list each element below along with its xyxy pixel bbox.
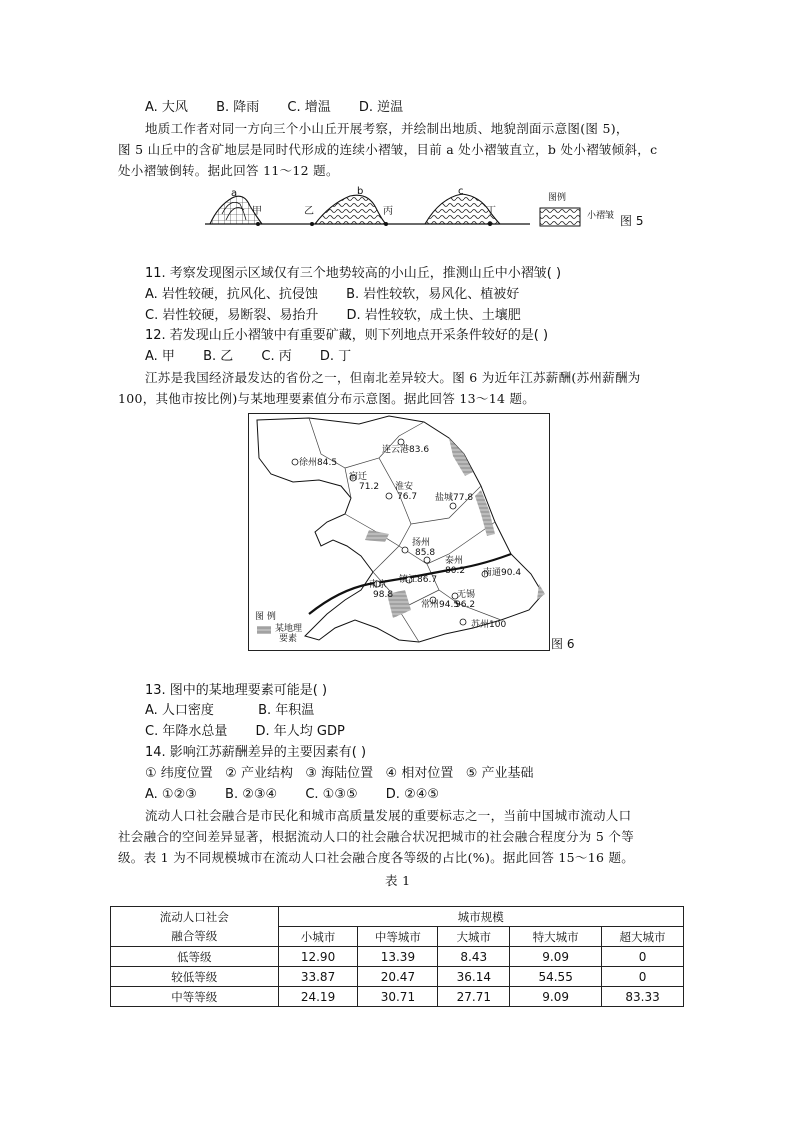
q13-options-row-2 bbox=[145, 722, 369, 742]
city-value-taizhou: 80.2 bbox=[445, 566, 466, 576]
table-header-row-1 bbox=[111, 907, 684, 927]
table-cell: 9.09 bbox=[510, 947, 602, 967]
place-label-jia: 甲 bbox=[252, 206, 262, 217]
q11-option-d: D. 岩性较软，成土快、土壤肥 bbox=[346, 308, 521, 323]
q12-stem: 12. 若发现山丘小褶皱中有重要矿藏，则下列地点开采条件较好的是( ) bbox=[145, 328, 549, 343]
city-label-nantong: 南通90.4 bbox=[483, 568, 522, 578]
city-label-wuxi: 无锡 bbox=[457, 590, 476, 600]
table-cell: 83.33 bbox=[602, 987, 684, 1007]
intro-15-16-line-3: 级。表 1 为不同规模城市在流动人口社会融合度各等级的占比(%)。据此回答 15～16 题。 bbox=[118, 850, 635, 865]
city-point-suzhou bbox=[460, 619, 466, 625]
city-label-xuzhou: 徐州84.5 bbox=[299, 458, 338, 468]
fig6-legend-item-1: 某地理 bbox=[275, 624, 303, 634]
q14-option-d: D. ②④⑤ bbox=[385, 787, 440, 802]
q14-option-a: A. ①②③ bbox=[145, 787, 197, 802]
q12-option-a: A. 甲 bbox=[145, 349, 175, 364]
q12-option-b: B. 乙 bbox=[203, 349, 234, 364]
table-row-label: 较低等级 bbox=[111, 967, 279, 987]
table-group-header: 城市规模 bbox=[278, 907, 683, 927]
table-cell: 30.71 bbox=[358, 987, 438, 1007]
city-value-wuxi: 96.2 bbox=[455, 600, 476, 610]
intro-11-12-line-2: 图 5 山丘中的含矿地层是同时代形成的连续小褶皱，目前 a 处小褶皱直立，b 处小褶皱倾斜，c bbox=[118, 142, 658, 157]
table-col-header: 中等城市 bbox=[358, 927, 438, 947]
table-cell: 24.19 bbox=[278, 987, 358, 1007]
table-cell: 33.87 bbox=[278, 967, 358, 987]
city-label-taizhou: 泰州 bbox=[445, 556, 464, 566]
q12-option-c: C. 丙 bbox=[261, 349, 292, 364]
table-row-label: 低等级 bbox=[111, 947, 279, 967]
fig6-legend-item-2: 要素 bbox=[279, 634, 298, 644]
q14-options bbox=[145, 785, 463, 805]
q13-option-b: B. 年积温 bbox=[258, 703, 315, 718]
hill-b bbox=[315, 195, 386, 224]
point-yi bbox=[310, 222, 314, 226]
table-col-header: 大城市 bbox=[438, 927, 510, 947]
intro-11-12-line-1: 地质工作者对同一方向三个小山丘开展考察，并绘制出地质、地貌剖面示意图(图 5)， bbox=[145, 121, 629, 136]
fig6-legend-swatch bbox=[257, 626, 271, 634]
table-1 bbox=[110, 906, 684, 1007]
table-col-header: 超大城市 bbox=[602, 927, 684, 947]
q11-option-a: A. 岩性较硬，抗风化、抗侵蚀 bbox=[145, 287, 318, 302]
intro-15-16-line-2: 社会融合的空间差异显著，根据流动人口的社会融合状况把城市的社会融合程度分为 5 个等 bbox=[118, 829, 635, 844]
q13-option-a: A. 人口密度 bbox=[145, 703, 214, 718]
table-cell: 36.14 bbox=[438, 967, 510, 987]
point-bing bbox=[384, 222, 388, 226]
fig6-caption: 图 6 bbox=[551, 637, 575, 651]
table-corner-line-1: 流动人口社会 bbox=[111, 907, 279, 927]
intro-13-14-line-2: 100，其他市按比例)与某地理要素值分布示意图。据此回答 13～14 题。 bbox=[118, 391, 536, 406]
table-row bbox=[111, 947, 684, 967]
table-cell: 54.55 bbox=[510, 967, 602, 987]
q11-options-row-2 bbox=[145, 306, 545, 326]
intro-11-12-line-3: 处小褶皱倒转。据此回答 11～12 题。 bbox=[118, 163, 339, 178]
table-row bbox=[111, 987, 684, 1007]
q13-option-c: C. 年降水总量 bbox=[145, 724, 228, 739]
city-label-yancheng: 盐城77.8 bbox=[435, 493, 474, 503]
q10-option-c: C. 增温 bbox=[287, 100, 331, 115]
peak-label-c: c bbox=[458, 186, 464, 197]
fig5-caption: 图 5 bbox=[620, 214, 644, 228]
table-cell: 0 bbox=[602, 967, 684, 987]
q10-options bbox=[145, 98, 427, 118]
intro-13-14-line-1: 江苏是我国经济最发达的省份之一，但南北差异较大。图 6 为近年江苏薪酬(苏州薪酬为 bbox=[145, 370, 641, 385]
q11-option-c: C. 岩性较硬，易断裂、易抬升 bbox=[145, 308, 319, 323]
city-value-suqian: 71.2 bbox=[359, 482, 380, 492]
peak-label-a: a bbox=[231, 188, 238, 199]
table-cell: 20.47 bbox=[358, 967, 438, 987]
city-label-suqian: 宿迁 bbox=[349, 472, 368, 482]
table-row-label: 中等等级 bbox=[111, 987, 279, 1007]
city-point-yancheng bbox=[450, 503, 456, 509]
table-cell: 0 bbox=[602, 947, 684, 967]
q13-stem: 13. 图中的某地理要素可能是( ) bbox=[145, 683, 328, 698]
place-label-ding: 丁 bbox=[486, 206, 496, 217]
city-point-yangzhou bbox=[402, 547, 408, 553]
city-label-nanjing: 南京 bbox=[369, 580, 388, 590]
table-col-header: 特大城市 bbox=[510, 927, 602, 947]
city-label-yangzhou: 扬州 bbox=[412, 538, 431, 548]
q11-stem: 11. 考察发现图示区域仅有三个地势较高的小山丘，推测山丘中小褶皱( ) bbox=[145, 266, 562, 281]
city-label-zhenjiang: 镇江86.7 bbox=[399, 575, 438, 585]
fig5-legend-title: 图例 bbox=[548, 193, 567, 203]
q10-option-d: D. 逆温 bbox=[358, 100, 404, 115]
city-label-huaian: 淮安 bbox=[395, 482, 414, 492]
city-value-yangzhou: 85.8 bbox=[415, 548, 436, 558]
city-point-huaian bbox=[386, 493, 392, 499]
q13-option-d: D. 年人均 GDP bbox=[255, 724, 345, 739]
city-value-huaian: 76.7 bbox=[397, 492, 418, 502]
place-label-yi: 乙 bbox=[304, 206, 314, 217]
city-label-changzhou: 常州94.5 bbox=[421, 600, 460, 610]
table-header-row-2 bbox=[111, 927, 684, 947]
q14-stem: 14. 影响江苏薪酬差异的主要因素有( ) bbox=[145, 745, 367, 760]
table-cell: 9.09 bbox=[510, 987, 602, 1007]
city-label-suzhou: 苏州100 bbox=[471, 620, 507, 630]
table-cell: 27.71 bbox=[438, 987, 510, 1007]
fig6-legend-title: 图 例 bbox=[255, 612, 276, 622]
place-label-bing: 丙 bbox=[383, 206, 393, 217]
q14-option-b: B. ②③④ bbox=[225, 787, 278, 802]
q11-option-b: B. 岩性较软，易风化、植被好 bbox=[346, 287, 520, 302]
table-row bbox=[111, 967, 684, 987]
table1-title: 表 1 bbox=[385, 873, 411, 888]
city-value-nanjing: 98.8 bbox=[373, 590, 394, 600]
table-cell: 12.90 bbox=[278, 947, 358, 967]
table-cell: 8.43 bbox=[438, 947, 510, 967]
q14-option-c: C. ①③⑤ bbox=[305, 787, 358, 802]
q10-option-b: B. 降雨 bbox=[216, 100, 260, 115]
q14-factors: ① 纬度位置 ② 产业结构 ③ 海陆位置 ④ 相对位置 ⑤ 产业基础 bbox=[145, 766, 534, 781]
q11-options-row-1 bbox=[145, 285, 543, 305]
city-point-xuzhou bbox=[292, 459, 298, 465]
table-corner-line-2: 融合等级 bbox=[111, 927, 279, 947]
peak-label-b: b bbox=[357, 186, 364, 197]
figure-6-map bbox=[248, 413, 550, 651]
city-label-lianyungang: 连云港83.6 bbox=[382, 445, 430, 455]
legend-fold-swatch bbox=[540, 208, 580, 226]
q12-options bbox=[145, 347, 375, 367]
figure-5-profile bbox=[200, 184, 660, 238]
point-jia bbox=[256, 222, 260, 226]
q13-options-row-1 bbox=[145, 701, 354, 721]
fig5-legend-item: 小褶皱 bbox=[587, 211, 615, 221]
point-ding bbox=[488, 222, 492, 226]
table-col-header: 小城市 bbox=[278, 927, 358, 947]
q10-option-a: A. 大风 bbox=[145, 100, 188, 115]
intro-15-16-line-1: 流动人口社会融合是市民化和城市高质量发展的重要标志之一，当前中国城市流动人口 bbox=[145, 808, 632, 823]
q12-option-d: D. 丁 bbox=[319, 349, 352, 364]
table-cell: 13.39 bbox=[358, 947, 438, 967]
